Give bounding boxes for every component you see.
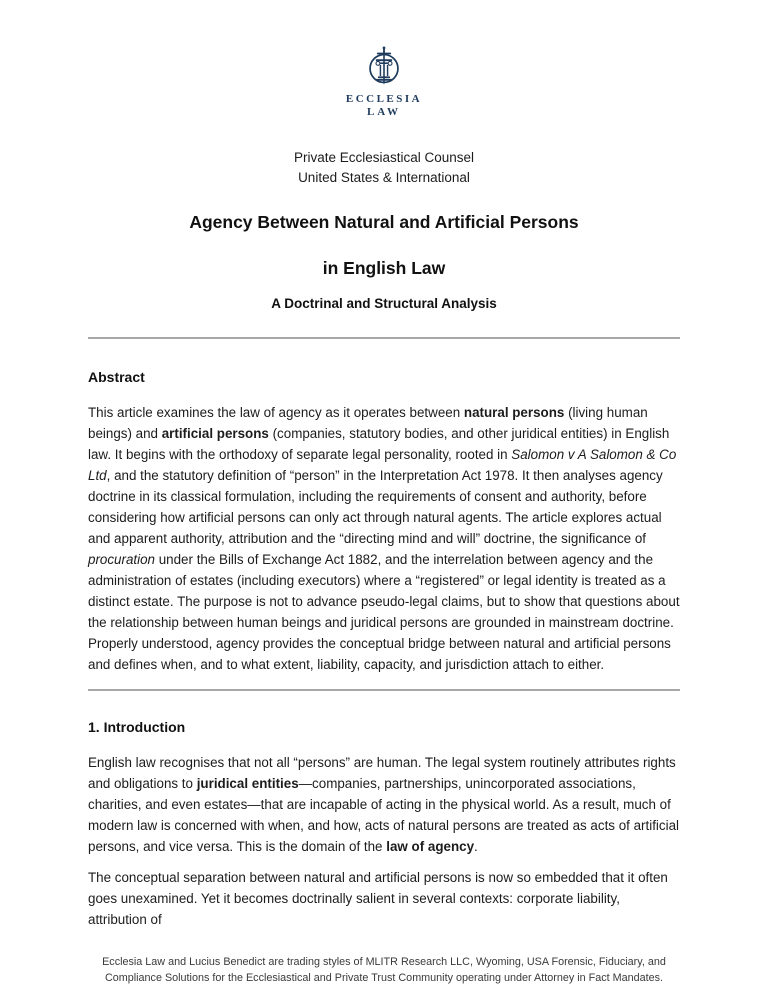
document-subtitle: A Doctrinal and Structural Analysis: [271, 296, 497, 311]
introduction-paragraph-1: English law recognises that not all “persons” are human. The legal system routinely attributes rights and obligations to juridical entities—companies, partnerships, unincorporated associations, charities, and even estates—that are incapable of acting in the physical world. As a result, much of modern law is concerned with when, and how, acts of natural persons are treated as acts of artificial persons, and vice versa. This is the domain of the law of agency.: [88, 755, 679, 854]
abstract-heading: Abstract: [88, 369, 145, 385]
document-title-line1: Agency Between Natural and Artificial Persons: [189, 212, 579, 232]
introduction-heading: 1. Introduction: [88, 719, 186, 735]
logo-wordmark-line1: ECCLESIA: [345, 93, 423, 105]
logo: [88, 46, 680, 118]
abstract-paragraph: This article examines the law of agency as it operates between natural persons (living human beings) and artificial persons (companies, statutory bodies, and other juridical entities) in English law. It begins with the orthodoxy of separate legal personality, rooted in Salomon v A Salomon & Co Ltd, and the statutory definition of “person” in the Interpretation Act 1978. It then analyses agency doctrine in its classical formulation, including the requirements of consent and authority, before considering how artificial persons can only act through natural agents. The article explores actual and apparent authority, attribution and the “directing mind and will” doctrine, the significance of procuration under the Bills of Exchange Act 1882, and the interrelation between agency and the administration of estates (including executors) where a “registered” or legal identity is treated as a distinct estate. The purpose is not to advance pseudo-legal claims, but to show that questions about the relationship between human beings and juridical persons are grounded in mainstream doctrine. Properly understood, agency provides the conceptual bridge between natural and artificial persons and defines when, and to what extent, liability, capacity, and jurisdiction attach to either.: [88, 405, 680, 672]
page-footer: [88, 954, 680, 986]
organization-block: [88, 148, 680, 188]
sword-and-column-crest-icon: [361, 46, 407, 86]
horizontal-rule-top: [88, 337, 680, 339]
org-line-2: United States & International: [298, 170, 470, 185]
horizontal-rule-middle: [88, 689, 680, 691]
logo-wordmark-line2: LAW: [366, 106, 402, 118]
introduction-paragraph-2: The conceptual separation between natural and artificial persons is now so embedded that it often goes unexamined. Yet it becomes doctrinally salient in several contexts: corporate liability, attribution of: [88, 870, 668, 927]
footer-disclaimer-text: Ecclesia Law and Lucius Benedict are trading styles of MLITR Research LLC, Wyoming, USA Forensic, Fiduciary, and Compliance Solutions for the Ecclesiastical and Private Trust Community operating under Attorney in Fact Mandates.: [102, 956, 666, 984]
org-line-1: Private Ecclesiastical Counsel: [293, 150, 475, 165]
document-title-line2: in English Law: [322, 258, 446, 278]
